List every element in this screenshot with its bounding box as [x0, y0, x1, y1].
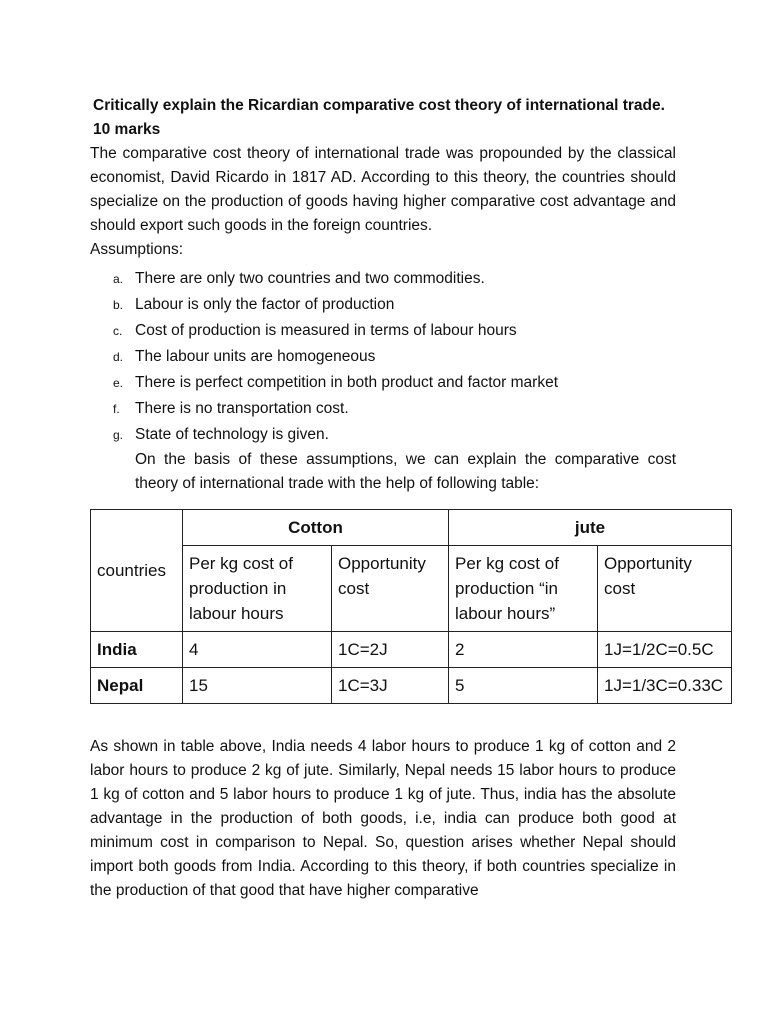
list-marker: c. — [113, 324, 123, 338]
question-heading: Critically explain the Ricardian comparative cost theory of international trade. — [93, 97, 665, 114]
table-row — [91, 632, 732, 668]
table-row — [91, 668, 732, 704]
table-cell: 1J=1/2C=0.5C — [598, 632, 732, 668]
list-item — [90, 292, 676, 318]
table-cell: 1C=3J — [332, 668, 449, 704]
list-item-text: Labour is only the factor of production — [135, 296, 395, 313]
list-item — [90, 266, 676, 292]
assumptions-list — [90, 266, 676, 448]
list-item-text: There are only two countries and two commodities. — [135, 270, 485, 287]
table-subheader-row — [91, 546, 732, 632]
explanation-paragraph: As shown in table above, India needs 4 labor hours to produce 1 kg of cotton and 2 labor hours to produce 2 kg of jute. Similarly, Nepal needs 15 labor hours to produce 1 kg of cotton and 5 labor hours to produce 1 kg of jute. Thus, india has the absolute advantage in the production of both goods, i.e, india can produce both good at minimum cost in comparison to Nepal. So, question arises whether Nepal should import both goods from India. According to this theory, if both countries specialize in the production of that good that have higher comparative — [90, 738, 676, 899]
jute-header: jute — [449, 510, 732, 546]
list-item-text: There is no transportation cost. — [135, 400, 349, 417]
column-header: Per kg cost of production in labour hours — [183, 546, 332, 632]
countries-header: countries — [91, 510, 183, 632]
list-item-text: State of technology is given. — [135, 426, 329, 443]
table-lead-in: On the basis of these assumptions, we can explain the comparative cost theory of international trade with the help of following table: — [135, 451, 676, 492]
table-cell: 5 — [449, 668, 598, 704]
table-cell: 15 — [183, 668, 332, 704]
column-header: Per kg cost of production “in labour hours” — [449, 546, 598, 632]
cotton-header: Cotton — [183, 510, 449, 546]
comparative-cost-table — [90, 509, 732, 704]
table-cell: 1C=2J — [332, 632, 449, 668]
list-item-text: There is perfect competition in both product and factor market — [135, 374, 559, 391]
list-item-text: The labour units are homogeneous — [135, 348, 376, 365]
row-label: Nepal — [91, 668, 183, 704]
list-item — [90, 396, 676, 422]
column-header: Opportunity cost — [598, 546, 732, 632]
column-header: Opportunity cost — [332, 546, 449, 632]
list-marker: b. — [113, 298, 124, 312]
table-cell: 1J=1/3C=0.33C — [598, 668, 732, 704]
table-cell: 2 — [449, 632, 598, 668]
table-header-row — [91, 510, 732, 546]
document-body — [90, 94, 676, 496]
list-item — [90, 318, 676, 344]
explanation-block — [90, 735, 676, 903]
list-item — [90, 370, 676, 396]
list-marker: a. — [113, 272, 124, 286]
marks-label: 10 marks — [93, 121, 161, 138]
table-cell: 4 — [183, 632, 332, 668]
intro-paragraph: The comparative cost theory of international trade was propounded by the classical economist, David Ricardo in 1817 AD. According to this theory, the countries should specialize on the production of goods having higher comparative cost advantage and should export such goods in the foreign countries. — [90, 145, 676, 234]
list-marker: e. — [113, 376, 124, 390]
list-marker: f. — [113, 402, 120, 416]
list-marker: d. — [113, 350, 124, 364]
list-marker: g. — [113, 428, 124, 442]
assumptions-heading: Assumptions: — [90, 241, 184, 258]
list-item — [90, 344, 676, 370]
row-label: India — [91, 632, 183, 668]
list-item-text: Cost of production is measured in terms of labour hours — [135, 322, 517, 339]
list-item — [90, 422, 676, 448]
